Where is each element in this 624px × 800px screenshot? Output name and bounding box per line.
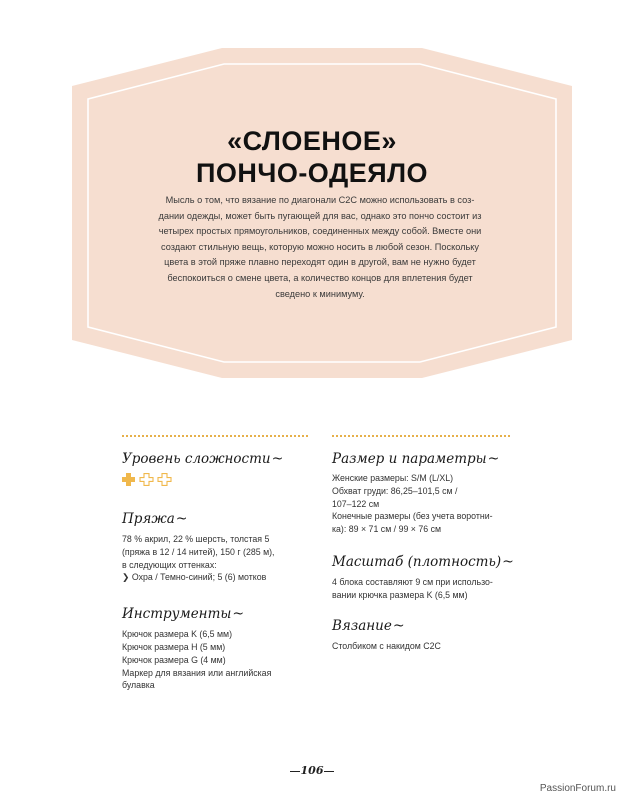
tools-line: Маркер для вязания или английская xyxy=(122,667,272,678)
yarn-line: (пряжа в 12 / 14 нитей), 150 г (285 м), xyxy=(122,546,275,557)
yarn-heading xyxy=(122,511,322,527)
dash-icon xyxy=(324,771,334,772)
tools-section xyxy=(122,606,322,692)
knitting-title: Вязание xyxy=(332,617,392,634)
difficulty-crosses xyxy=(122,473,182,487)
yarn-bullet xyxy=(122,571,322,584)
cross-filled-icon xyxy=(122,473,135,486)
intro-line: цвета в этой пряже плавно переходят один в другой, вам не нужно будет xyxy=(164,257,476,268)
tools-line: булавка xyxy=(122,680,155,691)
intro-line: беспокоиться о смене цвета, а количество концов для вплетения будет xyxy=(167,272,473,283)
yarn-line: в следующих оттенках: xyxy=(122,559,217,570)
yarn-title: Пряжа xyxy=(122,511,175,527)
tools-title: Инструменты xyxy=(122,606,232,623)
swash-icon: ~ xyxy=(175,511,188,527)
intro-line: создают стильную вещь, которую можно носить в любой сезон. Поскольку xyxy=(161,241,479,252)
title-line-1: «СЛОЕНОЕ» xyxy=(227,126,397,156)
page-number-value: 106 xyxy=(300,764,324,777)
dash-icon xyxy=(290,771,300,772)
yarn-bullet-text: Охра / Темно-синий; 5 (6) мотков xyxy=(131,572,267,583)
sizes-section xyxy=(332,451,532,536)
sizes-title: Размер и параметры xyxy=(332,451,487,467)
gauge-line: вании крючка размера K (6,5 мм) xyxy=(332,589,468,600)
tools-line: Крючок размера K (6,5 мм) xyxy=(122,629,233,640)
swash-icon: ~ xyxy=(502,553,514,570)
gauge-title: Масштаб (плотность) xyxy=(332,553,502,570)
gauge-section xyxy=(332,554,532,602)
left-column xyxy=(122,451,322,692)
swash-icon: ~ xyxy=(271,451,284,467)
sizes-line: 107–122 см xyxy=(332,498,380,509)
sizes-line: Женские размеры: S/M (L/XL) xyxy=(332,473,454,483)
sizes-line: Обхват груди: 86,25–101,5 см / xyxy=(332,485,458,496)
difficulty-title: Уровень сложности xyxy=(122,451,271,467)
intro-line: Мысль о том, что вязание по диагонали C2C можно использовать в соз- xyxy=(165,195,475,205)
gauge-line: 4 блока составляют 9 см при использо- xyxy=(332,576,493,587)
knitting-section xyxy=(332,618,532,653)
page-title xyxy=(0,125,624,189)
sizes-heading xyxy=(332,451,532,467)
watermark: PassionForum.ru xyxy=(539,783,616,794)
page-number xyxy=(0,764,624,777)
difficulty-section xyxy=(122,451,322,487)
difficulty-rating xyxy=(122,473,322,487)
left-divider xyxy=(122,435,308,437)
title-line-2: ПОНЧО-ОДЕЯЛО xyxy=(195,158,429,188)
knitting-text xyxy=(332,640,532,653)
cross-outline-icon xyxy=(140,474,153,486)
sizes-line: Конечные размеры (без учета воротни- xyxy=(332,511,493,522)
swash-icon: ~ xyxy=(487,451,500,467)
tools-line: Крючок размера H (5 мм) xyxy=(122,641,226,652)
intro-line: четырех простых прямоугольников, соединенных между собой. Вместе они xyxy=(158,226,482,237)
gauge-heading xyxy=(332,554,532,570)
right-divider xyxy=(332,435,510,437)
intro-line: дании одежды, может быть пугающей для вас, однако это пончо состоит из xyxy=(158,210,482,221)
tools-text xyxy=(122,628,322,692)
cross-outline-icon xyxy=(158,474,171,486)
tools-line: Крючок размера G (4 мм) xyxy=(122,654,226,665)
right-column xyxy=(332,451,532,652)
intro-line: сведено к минимуму. xyxy=(275,288,365,299)
knitting-heading xyxy=(332,618,532,634)
swash-icon: ~ xyxy=(232,606,245,623)
tools-heading xyxy=(122,606,322,622)
bullet-icon: ❯ xyxy=(122,572,130,583)
difficulty-heading xyxy=(122,451,322,467)
knitting-line: Столбиком с накидом C2C xyxy=(332,640,441,651)
yarn-line: 78 % акрил, 22 % шерсть, толстая 5 xyxy=(122,534,270,544)
yarn-text xyxy=(122,533,322,584)
sizes-text xyxy=(332,472,532,536)
intro-paragraph xyxy=(140,193,500,302)
gauge-text xyxy=(332,576,532,602)
swash-icon: ~ xyxy=(392,617,405,634)
yarn-section xyxy=(122,511,322,584)
sizes-line: ка): 89 × 71 см / 99 × 76 см xyxy=(332,524,442,535)
